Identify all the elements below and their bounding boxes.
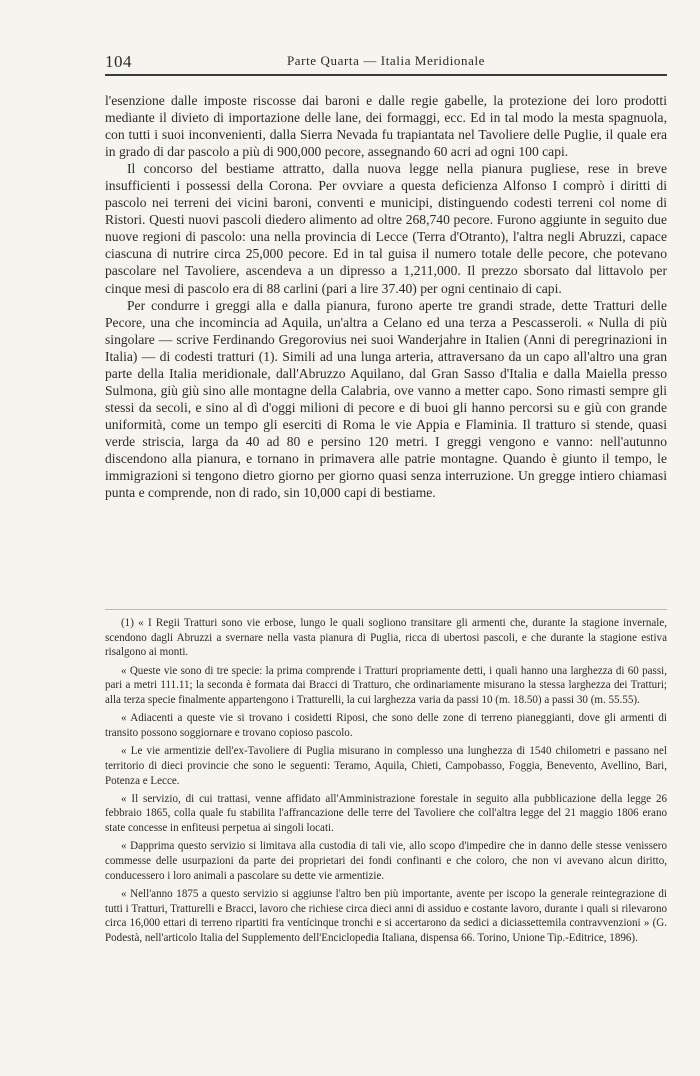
page-header	[105, 50, 667, 76]
body-paragraph: Il concorso del bestiame attratto, dalla nuova legge nella pianura pugliese, rese in breve insufficienti i possessi della Corona. Per ovviare a questa deficienza Alfonso I comprò i diritti di pascolo nei terreni dei vicini baroni, conventi e municipi, distinguendo codesti terreni col nome di Ristori. Questi nuovi pascoli diedero alimento ad oltre 268,740 pecore. Furono aggiunte in seguito due nuove regioni di pascolo: una nella provincia di Lecce (Terra d'Otranto), l'altra negli Abruzzi, capace ciascuna di nutrire circa 25,000 pecore. Ed in tal guisa il numero totale delle pecore, che potevano pascolare nel Tavoliere, ascendeva a un dipresso a 1,211,000. Il prezzo sborsato dal littavolo per cinque mesi di pascolo era di 88 carlini (pari a lire 37.40) per ogni centinaio di capi.	[105, 161, 667, 296]
footnote-paragraph: « Le vie armentizie dell'ex-Tavoliere di Puglia misurano in complesso una lunghezza di 1540 chilometri e passano nel territorio di dieci provincie che sono le seguenti: Teramo, Aquila, Chieti, Campobasso, Foggia, Benevento, Avellino, Bari, Potenza e Lecce.	[105, 745, 667, 787]
footnote-paragraph: « Queste vie sono di tre specie: la prima comprende i Tratturi propriamente detti, i quali hanno una larghezza di 60 passi, pari a metri 111.11; la seconda è formata dai Bracci di Tratturo, che ordinariamente misurano la stessa larghezza dei Tratturi; alla terza specie finalmente appartengono i Tratturelli, la cui larghezza varia da passi 10 (m. 18.50) a passi 30 (m. 55.55).	[105, 664, 667, 707]
running-head: Parte Quarta — Italia Meridionale	[286, 53, 486, 68]
footnote-paragraph: « Nell'anno 1875 a questo servizio si aggiunse l'altro ben più importante, avente per iscopo la generale reintegrazione di tutti i Tratturi, Tratturelli e Bracci, lavoro che richiese circa dieci anni di assiduo e costante lavoro, durante i quali si rilevarono circa 16,000 ettari di terreno ripartiti fra ventícinque tronchi e si accertarono da sedici a diciassettemila contravvenzioni » (G. Podestà, nell'articolo Italia del Supplemento dell'Enciclopedia Italiana, dispensa 66. Torino, Unione Tip.-Editrice, 1896).	[105, 887, 667, 945]
footnotes	[105, 616, 667, 949]
footnote-divider	[105, 609, 667, 610]
footnote-paragraph: « Il servizio, di cui trattasi, venne affidato all'Amministrazione forestale in seguito alla pubblicazione della legge 26 febbraio 1865, colla quale fu stabilita l'affrancazione delle terre del Tavoliere che coll'altra legge del 21 maggio 1806 erano state concesse in enfiteusi perpetua ai singoli locati.	[105, 792, 667, 835]
main-text	[105, 92, 667, 501]
body-paragraph: Per condurre i greggi alla e dalla pianura, furono aperte tre grandi strade, dette Tratturi delle Pecore, una che incomincia ad Aquila, un'altra a Celano ed una terza a Pescasseroli. « Nulla di più singolare — scrive Ferdinando Gregorovius nei suoi Wanderjahre in Italien (Anni di peregrinazioni in Italia) — di codesti tratturi (1). Simili ad una lunga arteria, attraversano da un capo all'altro una gran parte della Italia meridionale, dall'Abruzzo Aquilano, dal Gran Sasso d'Italia e dalla Maiella presso Sulmona, giù giù sino alle montagne della Calabria, ove vanno a metter capo. Sono rimasti sempre gli stessi da secoli, e sino al dì d'oggi milioni di pecore e di buoi gli hanno percorsi su e giù con grande uniformità, come un tempo gli eserciti di Roma le vie Appia e Flaminia. Il tratturo si stende, quasi verde striscia, larga da 40 ad 80 e persino 120 metri. I greggi vengono e vanno: nell'autunno discendono alla pianura, e tornano in primavera alle patrie montagne. Quando è giunto il tempo, le immigrazioni si tengono dietro giorno per giorno quasi senza interruzione. Un gregge intiero chiamasi punta e comprende, non di rado, sin 10,000 capi di bestiame.	[105, 297, 667, 501]
body-paragraph: l'esenzione dalle imposte riscosse dai baroni e dalle regie gabelle, la protezione dei loro prodotti mediante il divieto di importazione delle lane, dei formaggi, ecc. Ed in tal modo la mesta spagnuola, con tutti i suoi inconvenienti, dalla Sierra Nevada fu trapiantata nel Tavoliere delle Puglie, il quale era in grado di dar pascolo a più di 900,000 pecore, assegnando 60 acri ad ogni 100 capi.	[105, 93, 667, 160]
footnote-paragraph: « Adiacenti a queste vie si trovano i cosidetti Riposi, che sono delle zone di terreno pianeggianti, dove gli armenti di transito possono soggiornare e trovano copioso pascolo.	[105, 712, 667, 739]
footnote-paragraph: « Dapprima questo servizio si limitava alla custodia di tali vie, allo scopo d'impedire che in danno delle stesse venissero commesse delle usurpazioni da parte dei proprietari dei fondi confinanti e che coloro, che non vi avevano alcun diritto, conducessero i loro animali a pascolare su dette vie armentizie.	[105, 840, 667, 882]
page-number: 104	[105, 52, 132, 71]
footnote-paragraph: (1) « I Regii Tratturi sono vie erbose, lungo le quali sogliono transitare gli armenti che, durante la stagione invernale, scendono dagli Abruzzi a svernare nella vasta pianura di Puglia, ricca di ubertosi pascoli, e che durante la stagione estiva risalgono ai monti.	[105, 617, 667, 659]
